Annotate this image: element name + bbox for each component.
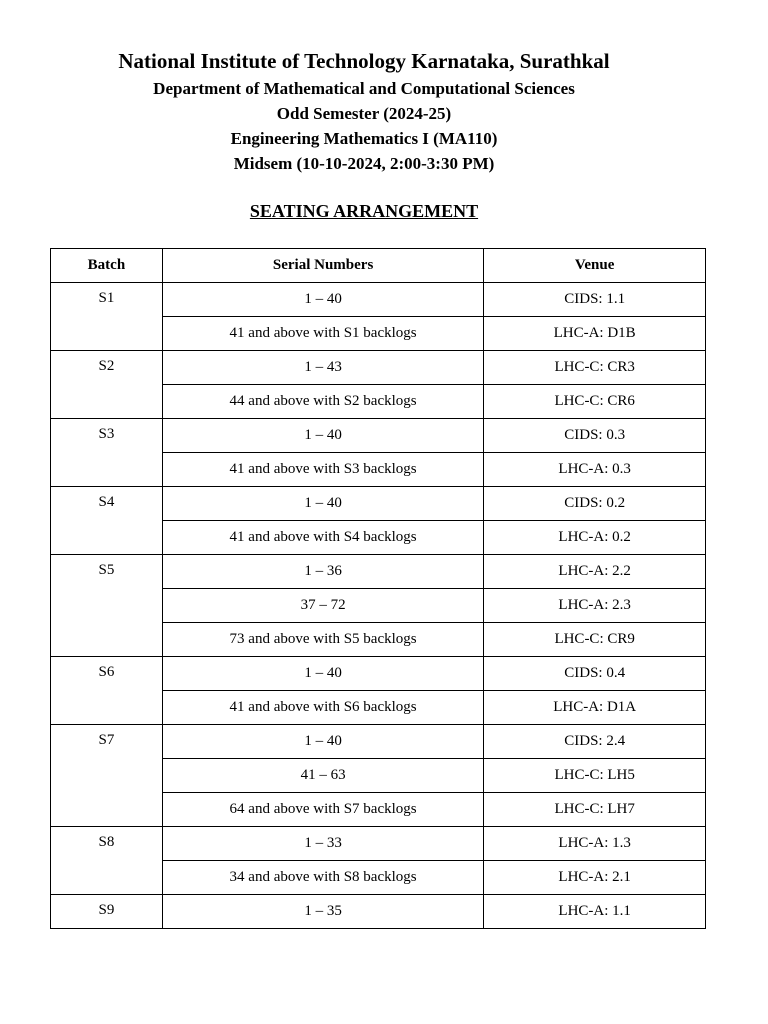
table-row	[51, 283, 706, 317]
serial-numbers-cell: 1 – 43	[162, 351, 483, 385]
serial-numbers-cell: 41 and above with S4 backlogs	[162, 521, 483, 555]
serial-numbers-cell: 1 – 40	[162, 487, 483, 521]
batch-cell: S4	[51, 487, 163, 555]
table-body	[51, 283, 706, 929]
venue-cell: CIDS: 0.2	[484, 487, 706, 521]
table-row	[51, 419, 706, 453]
venue-cell: CIDS: 0.3	[484, 419, 706, 453]
serial-numbers-cell: 41 and above with S6 backlogs	[162, 691, 483, 725]
serial-numbers-cell: 1 – 36	[162, 555, 483, 589]
page-title: SEATING ARRANGEMENT	[249, 201, 479, 221]
serial-numbers-cell: 1 – 35	[162, 895, 483, 929]
batch-cell: S7	[51, 725, 163, 827]
serial-numbers-cell: 37 – 72	[162, 589, 483, 623]
serial-numbers-cell: 41 – 63	[162, 759, 483, 793]
serial-numbers-cell: 44 and above with S2 backlogs	[162, 385, 483, 419]
table-row	[51, 725, 706, 759]
batch-cell: S1	[51, 283, 163, 351]
table-row	[51, 657, 706, 691]
venue-cell: CIDS: 1.1	[484, 283, 706, 317]
serial-numbers-cell: 1 – 40	[162, 283, 483, 317]
serial-numbers-cell: 1 – 40	[162, 419, 483, 453]
serial-numbers-cell: 73 and above with S5 backlogs	[162, 623, 483, 657]
venue-cell: LHC-A: 2.1	[484, 861, 706, 895]
venue-cell: LHC-C: LH5	[484, 759, 706, 793]
column-header-venue: Venue	[484, 249, 706, 283]
venue-cell: LHC-A: D1B	[484, 317, 706, 351]
batch-cell: S3	[51, 419, 163, 487]
venue-cell: CIDS: 0.4	[484, 657, 706, 691]
venue-cell: LHC-A: 1.3	[484, 827, 706, 861]
serial-numbers-cell: 1 – 40	[162, 657, 483, 691]
venue-cell: LHC-A: 0.3	[484, 453, 706, 487]
serial-numbers-cell: 41 and above with S1 backlogs	[162, 317, 483, 351]
venue-cell: LHC-A: 0.2	[484, 521, 706, 555]
table-row	[51, 827, 706, 861]
batch-cell: S9	[51, 895, 163, 929]
serial-numbers-cell: 41 and above with S3 backlogs	[162, 453, 483, 487]
table-row	[51, 895, 706, 929]
table-header-row	[51, 249, 706, 283]
serial-numbers-cell: 64 and above with S7 backlogs	[162, 793, 483, 827]
department-name: Department of Mathematical and Computational Sciences	[153, 79, 575, 98]
table-row	[51, 487, 706, 521]
table-row	[51, 351, 706, 385]
institute-name: National Institute of Technology Karnataka, Surathkal	[118, 49, 610, 73]
venue-cell: LHC-C: CR9	[484, 623, 706, 657]
venue-cell: CIDS: 2.4	[484, 725, 706, 759]
document-header	[0, 46, 728, 176]
exam-details: Midsem (10-10-2024, 2:00-3:30 PM)	[233, 154, 495, 173]
venue-cell: LHC-C: CR3	[484, 351, 706, 385]
batch-cell: S2	[51, 351, 163, 419]
venue-cell: LHC-A: D1A	[484, 691, 706, 725]
seating-table	[50, 248, 706, 929]
venue-cell: LHC-C: LH7	[484, 793, 706, 827]
batch-cell: S8	[51, 827, 163, 895]
serial-numbers-cell: 34 and above with S8 backlogs	[162, 861, 483, 895]
course-title: Engineering Mathematics I (MA110)	[230, 129, 498, 148]
venue-cell: LHC-A: 1.1	[484, 895, 706, 929]
venue-cell: LHC-A: 2.2	[484, 555, 706, 589]
batch-cell: S5	[51, 555, 163, 657]
venue-cell: LHC-A: 2.3	[484, 589, 706, 623]
batch-cell: S6	[51, 657, 163, 725]
column-header-serial-numbers: Serial Numbers	[162, 249, 483, 283]
semester: Odd Semester (2024-25)	[276, 104, 452, 123]
column-header-batch: Batch	[51, 249, 163, 283]
venue-cell: LHC-C: CR6	[484, 385, 706, 419]
serial-numbers-cell: 1 – 33	[162, 827, 483, 861]
table-row	[51, 555, 706, 589]
serial-numbers-cell: 1 – 40	[162, 725, 483, 759]
